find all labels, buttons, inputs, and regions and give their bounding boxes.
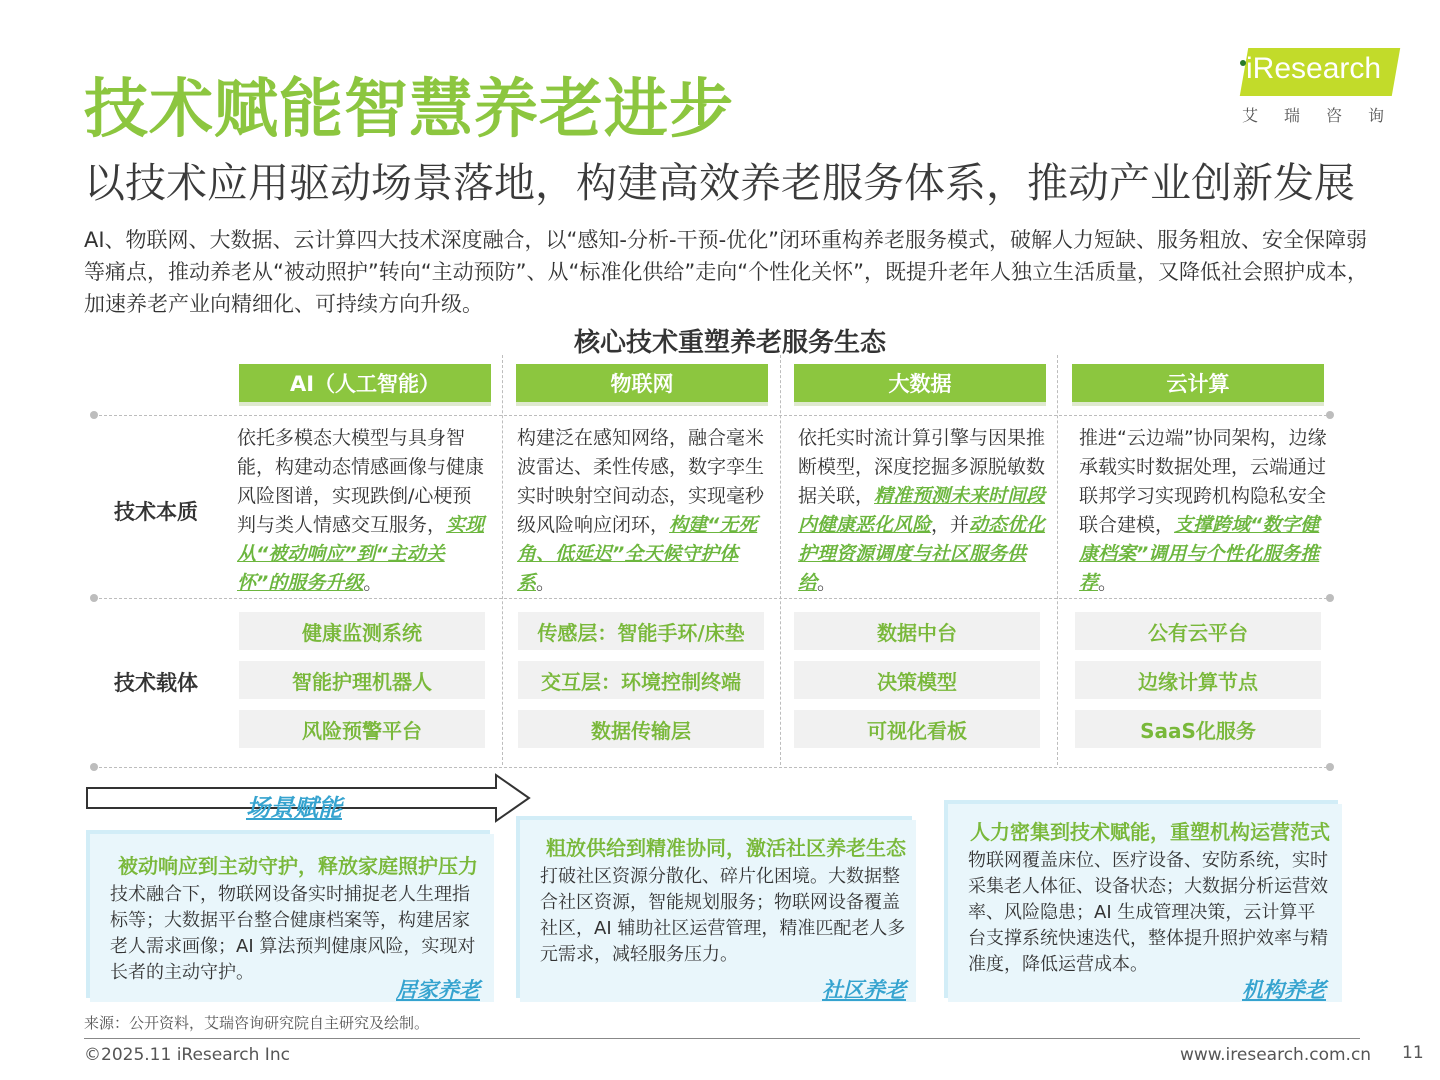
logo-chinese-name: 艾瑞咨询 <box>1242 106 1411 125</box>
rule-end-dot <box>1326 411 1334 419</box>
carrier-chip: 传感层：智能手环/床垫 <box>518 612 764 650</box>
carrier-chip: SaaS化服务 <box>1075 710 1321 748</box>
carrier-chip: 健康监测系统 <box>239 612 485 650</box>
copyright: ©2025.11 iResearch Inc <box>84 1045 290 1065</box>
desc-end: 。 <box>1098 572 1118 594</box>
rule-end-dot <box>90 411 98 419</box>
tech-essence-ai <box>237 424 487 598</box>
column-header-ai: AI（人工智能） <box>239 364 491 402</box>
carrier-chip: 边缘计算节点 <box>1075 661 1321 699</box>
page-subtitle: 以技术应用驱动场景落地，构建高效养老服务体系，推动产业创新发展 <box>84 159 1355 207</box>
carrier-chip: 数据中台 <box>794 612 1040 650</box>
rule-end-dot <box>90 763 98 771</box>
page-number: 11 <box>1402 1043 1424 1063</box>
desc-end: 。 <box>817 572 837 594</box>
card-tag: 社区养老 <box>822 978 906 1002</box>
desc-text: 推进“云边端”协同架构，边缘承载实时数据处理，云端通过联邦学习实现跨机构隐私安全联合建模， <box>1079 427 1327 536</box>
grid-divider <box>780 355 781 765</box>
desc-highlight-2: 动态优化护理资源调度与社区服务供给 <box>798 514 1046 594</box>
desc-text: 构建泛在感知网络，融合毫米波雷达、柔性传感，数字孪生实时映射空间动态，实现毫秒级风险响应闭环， <box>517 427 765 536</box>
desc-highlight: 精准预测未来时间段内健康恶化风险 <box>798 485 1046 536</box>
carrier-chip: 交互层：环境控制终端 <box>518 661 764 699</box>
rule-end-dot <box>90 594 98 602</box>
card-tag: 居家养老 <box>396 978 480 1002</box>
grid-rule <box>94 598 1332 599</box>
carrier-chip: 智能护理机器人 <box>239 661 485 699</box>
carrier-chip: 公有云平台 <box>1075 612 1321 650</box>
scenario-card-home <box>90 834 494 1002</box>
column-header-iot: 物联网 <box>516 364 768 402</box>
logo-wordmark: iResearch <box>1246 52 1382 85</box>
footer-divider <box>84 1038 1360 1039</box>
card-body: 物联网覆盖床位、医疗设备、安防系统，实时采集老人体征、设备状态；大数据分析运营效率、风险隐患；AI 生成管理决策，云计算平台支撑系统快速迭代，整体提升照护效率与精准度，降低运营成本。 <box>968 850 1328 975</box>
desc-mid: ，并 <box>931 514 970 536</box>
intro-paragraph: AI、物联网、大数据、云计算四大技术深度融合，以“感知-分析-干预-优化”闭环重构养老服务模式，破解人力短缺、服务粗放、安全保障弱等痛点，推动养老从“被动照护”转向“主动预防”、从“标准化供给”走向“个性化关怀”，既提升老年人独立生活质量，又降低社会照护成本，加速养老产业向精细化、可持续方向升级。 <box>84 228 1369 316</box>
tech-essence-bigdata <box>798 424 1048 598</box>
carrier-chip: 可视化看板 <box>794 710 1040 748</box>
desc-text: 依托实时流计算引擎与因果推断模型，深度挖掘多源脱敏数据关联， <box>798 427 1046 507</box>
row-label-carrier: 技术载体 <box>114 671 198 695</box>
card-title: 被动响应到主动守护，释放家庭照护压力 <box>118 854 478 878</box>
desc-highlight: 构建“无死角、低延迟”全天候守护体系 <box>517 514 758 594</box>
grid-rule <box>94 767 1332 768</box>
source-note: 来源：公开资料，艾瑞咨询研究院自主研究及绘制。 <box>84 1014 430 1032</box>
desc-highlight: 支撑跨域“数字健康档案”调用与个性化服务推荐 <box>1079 514 1320 594</box>
tech-essence-iot <box>517 424 767 598</box>
scenario-card-community <box>520 820 916 1002</box>
desc-end: 。 <box>536 572 556 594</box>
desc-end: 。 <box>363 572 383 594</box>
column-header-bigdata: 大数据 <box>794 364 1046 402</box>
page-title: 技术赋能智慧养老进步 <box>84 73 734 147</box>
grid-rule <box>94 415 1332 416</box>
tech-essence-cloud <box>1079 424 1329 598</box>
card-title: 人力密集到技术赋能，重塑机构运营范式 <box>970 820 1330 844</box>
card-title: 粗放供给到精准协同，激活社区养老生态 <box>546 836 906 860</box>
scenario-arrow-label: 场景赋能 <box>246 794 342 822</box>
row-label-essence: 技术本质 <box>114 500 198 524</box>
card-tag: 机构养老 <box>1242 978 1326 1002</box>
card-body: 打破社区资源分散化、碎片化困境。大数据整合社区资源，智能规划服务；物联网设备覆盖社区，AI 辅助社区运营管理，精准匹配老人多元需求，减轻服务压力。 <box>540 866 906 965</box>
column-header-cloud: 云计算 <box>1072 364 1324 402</box>
grid-divider <box>502 355 503 765</box>
carrier-chip: 数据传输层 <box>518 710 764 748</box>
desc-highlight: 实现从“被动响应”到“主动关怀”的服务升级 <box>237 514 485 594</box>
carrier-chip: 风险预警平台 <box>239 710 485 748</box>
card-body: 技术融合下，物联网设备实时捕捉老人生理指标等；大数据平台整合健康档案等，构建居家老人需求画像；AI 算法预判健康风险，实现对长者的主动守护。 <box>110 884 476 983</box>
scenario-card-institution <box>948 804 1342 1002</box>
desc-text: 依托多模态大模型与具身智能，构建动态情感画像与健康风险图谱，实现跌倒/心梗预判与类人情感交互服务， <box>237 427 485 536</box>
rule-end-dot <box>1326 763 1334 771</box>
grid-divider <box>1057 355 1058 765</box>
carrier-chip: 决策模型 <box>794 661 1040 699</box>
section-title: 核心技术重塑养老服务生态 <box>573 328 886 358</box>
website-link[interactable]: www.iresearch.com.cn <box>1180 1045 1372 1065</box>
